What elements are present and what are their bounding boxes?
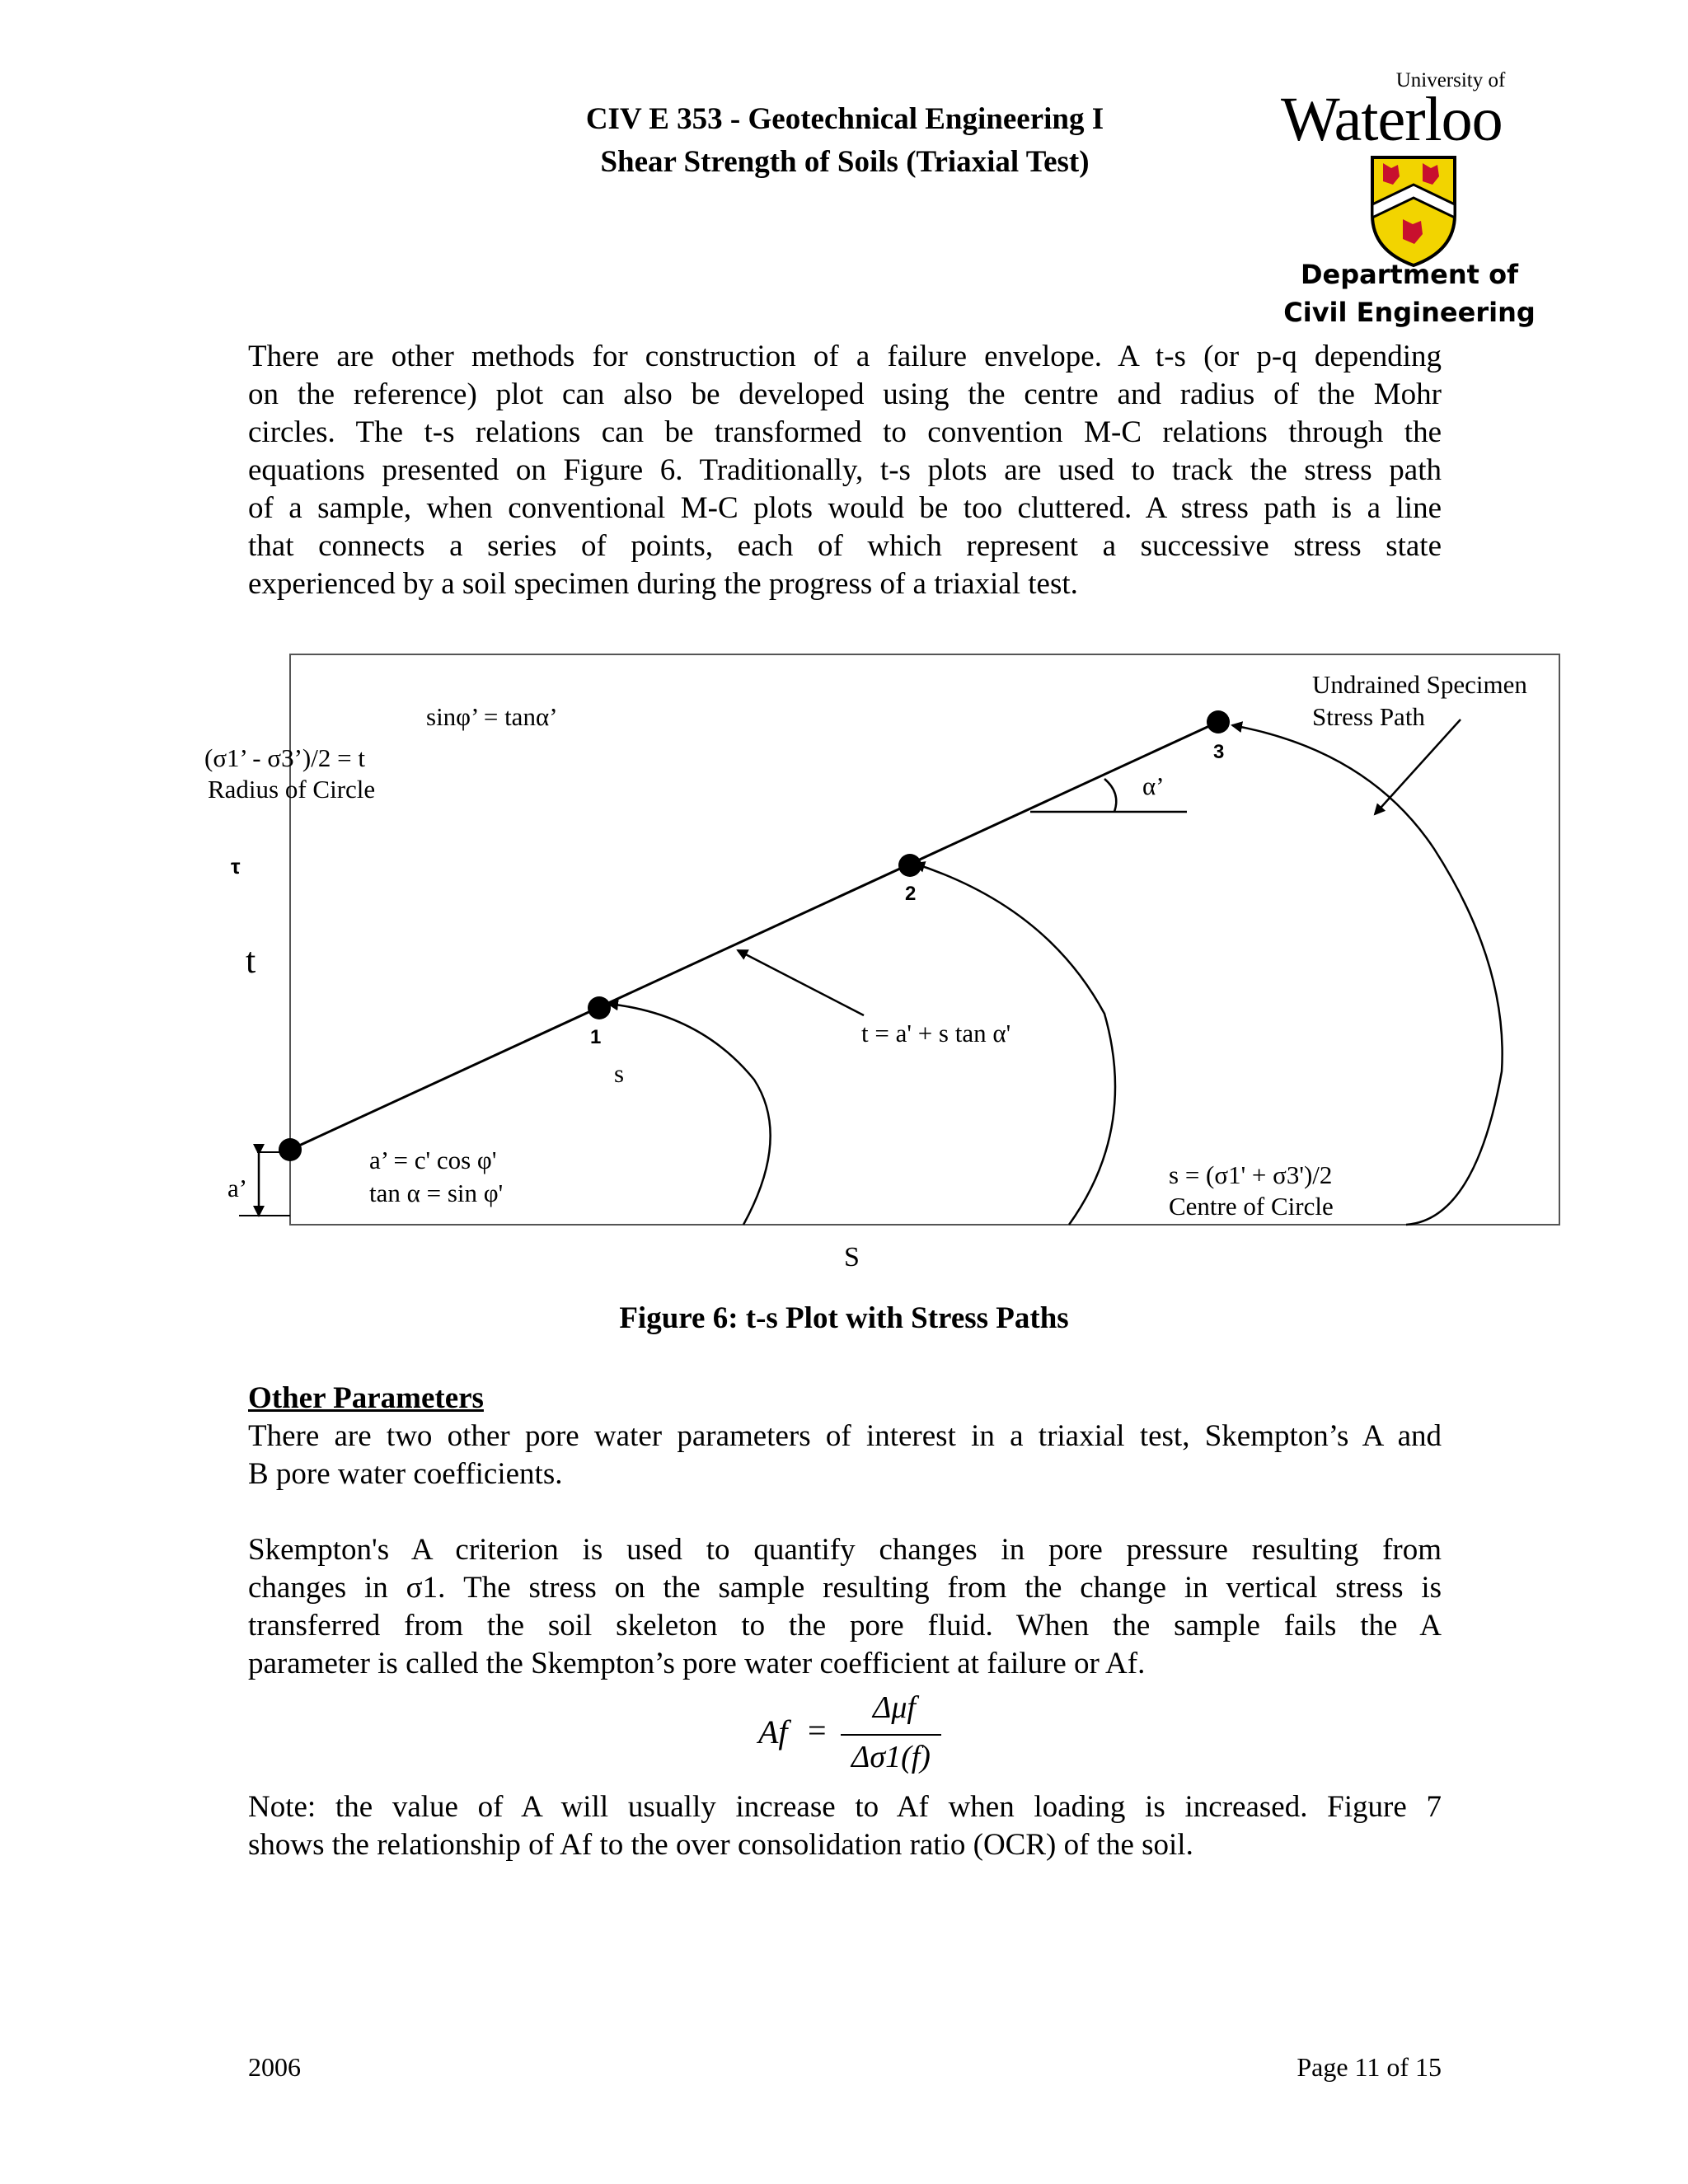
ts-plot-figure [0,643,1688,1269]
af-formula [758,1690,940,1780]
figure-caption: Figure 6: t-s Plot with Stress Paths [619,1301,1069,1335]
equation-arrow [738,950,864,1015]
dept-line-1: Department of [1300,259,1518,290]
s-axis-label: S [844,1242,860,1269]
point-label-3: 3 [1213,741,1225,763]
topic-title: Shear Strength of Soils (Triaxial Test) [600,145,1090,179]
s-eq-label-1: s = (σ1' + σ3')/2 [1169,1160,1333,1189]
stress-path-1 [608,1004,771,1225]
stress-point-2 [898,854,921,877]
other-params-line: B pore water coefficients. [248,1457,563,1491]
fraction-bar [841,1734,941,1736]
skempton-line: changes in σ1. The stress on the sample resulting from the change in vertical stress is [248,1571,1442,1605]
stress-point-3 [1207,710,1230,733]
footer-page: Page 11 of 15 [1296,2052,1442,2082]
formula-denominator: Δσ1(f) [851,1740,931,1774]
undrained-label-2: Stress Path [1312,702,1425,731]
undrained-label-1: Undrained Specimen [1312,670,1527,699]
point-label-1: 1 [590,1026,602,1048]
intro-paragraph [248,338,1442,603]
note-paragraph [248,1788,1442,1864]
alpha-arc [1104,779,1116,812]
plot-frame [290,654,1559,1225]
intro-line: equations presented on Figure 6. Traditionally, t-s plots are used to track the stress path [248,453,1442,487]
point-label-2: 2 [905,883,917,905]
other-params-line: There are two other pore water parameters of interest in a triaxial test, Skempton’s A and [248,1419,1442,1453]
logo-university-of: University of [1395,69,1506,91]
skempton-paragraph [248,1531,1442,1683]
course-title: CIV E 353 - Geotechnical Engineering I [585,102,1104,136]
intro-line: experienced by a soil specimen during the progress of a triaxial test. [248,567,1078,601]
stress-path-3 [1232,725,1503,1225]
stress-point-1 [588,996,611,1019]
intro-line: circles. The t-s relations can be transformed to convention M-C relations through the [248,415,1442,449]
sin-phi-label: sinφ’ = tanα’ [426,702,558,731]
intro-line: of a sample, when conventional M-C plots would be too cluttered. A stress path is a line [248,491,1442,525]
a-eq-label-2: tan α = sin φ' [369,1179,504,1207]
s-small-label: s [614,1059,625,1088]
s-eq-label-2: Centre of Circle [1169,1192,1334,1221]
a-prime-label: a’ [227,1174,248,1202]
origin-point [279,1138,302,1161]
skempton-line: parameter is called the Skempton’s pore water coefficient at failure or Af. [248,1647,1146,1680]
intro-line: There are other methods for construction of a failure envelope. A t-s (or p-q depending [248,340,1442,373]
other-params-paragraph [248,1418,1442,1493]
dept-line-2: Civil Engineering [1283,297,1536,328]
radius-eq-label: (σ1’ - σ3’)/2 = t [204,743,365,772]
intro-line: that connects a series of points, each of which represent a successive stress state [248,529,1442,563]
skempton-line: transferred from the soil skeleton to the pore fluid. When the sample fails the A [248,1609,1442,1643]
tau-label: τ [231,854,241,879]
undrained-arrow [1375,719,1461,814]
skempton-line: Skempton's A criterion is used to quantify changes in pore pressure resulting from [248,1533,1442,1567]
t-axis-label: t [246,940,256,981]
failure-envelope-line [290,722,1218,1150]
a-eq-label-1: a’ = c' cos φ' [369,1146,497,1174]
logo-waterloo: Waterloo [1281,85,1503,154]
radius-label: Radius of Circle [208,775,376,804]
formula-numerator: Δμf [873,1690,916,1725]
footer-year: 2006 [248,2052,301,2082]
note-line: shows the relationship of Af to the over consolidation ratio (OCR) of the soil. [248,1828,1193,1862]
formula-lhs: Af [758,1713,788,1750]
shield-icon [1368,153,1459,269]
heading-text: Other Parameters [248,1381,484,1415]
alpha-label: α’ [1142,771,1165,800]
formula-equals: = [808,1712,827,1749]
other-params-heading [248,1380,484,1416]
equation-label: t = a' + s tan α' [861,1019,1011,1047]
intro-line: on the reference) plot can also be developed using the centre and radius of the Mohr [248,377,1442,411]
note-line: Note: the value of A will usually increase to Af when loading is increased. Figure 7 [248,1790,1442,1824]
